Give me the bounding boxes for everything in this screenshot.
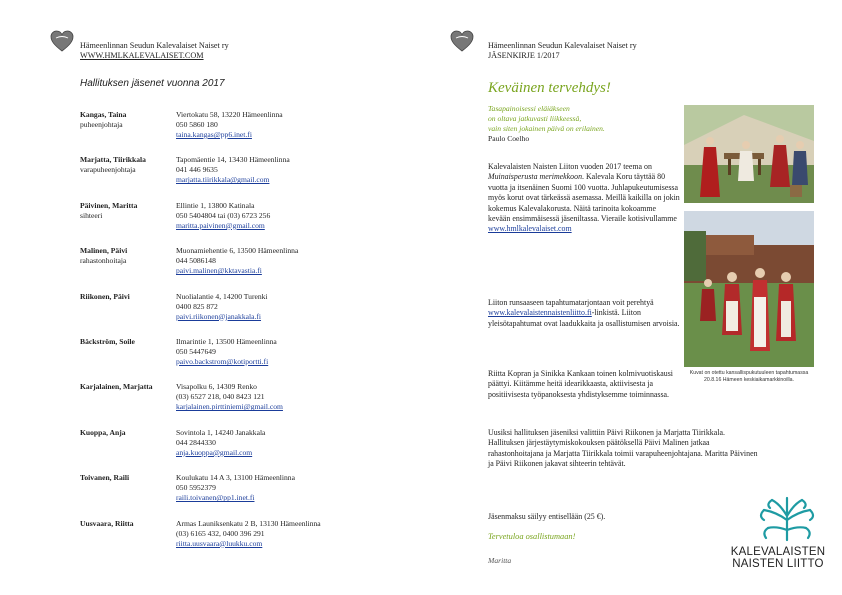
member-name: Marjatta, Tiirikkala [80,155,146,165]
member-email-link[interactable]: raili.toivanen@pp1.inet.fi [176,493,255,503]
member-email-link[interactable]: paivo.backstrom@kotiportti.fi [176,357,269,366]
logo-line: KALEVALAISTEN [730,546,826,558]
paragraph-thanks: Riitta Kopran ja Sinikka Kankaan toinen kolmivuotiskausi päättyi. Kiitämme heitä idearikkaasta, aktiivisesta ja positiivisesta työpanoksesta yhdistyksemme toiminnassa. [488,369,673,399]
member-phone: (03) 6527 218, 040 8423 121 [176,392,265,402]
member-name: Kuoppa, Anja [80,427,126,437]
member-role: varapuheenjohtaja [80,165,136,175]
member-address: Sovintola 1, 14240 Janakkala [176,427,266,437]
member-address: Muonamiehentie 6, 13500 Hämeenlinna [176,246,299,256]
member-role: sihteeri [80,210,103,220]
heart-logo-icon [450,30,474,52]
newsletter-issue: JÄSENKIRJE 1/2017 [488,51,560,60]
member-phone: (03) 6165 432, 0400 396 291 [176,528,265,538]
member-name: Uusvaara, Riitta [80,518,134,528]
paragraph-fee: Jäsenmaksu säilyy entisellään (25 €). [488,512,606,521]
quote [488,104,605,144]
photo-costumed-women-tent [684,105,814,203]
member-role: puheenjohtaja [80,120,123,129]
member-name: Karjalainen, Marjatta [80,382,153,392]
member-address: Koulukatu 14 A 3, 13100 Hämeenlinna [176,473,295,483]
member-contact [176,292,268,322]
member-contact [176,382,283,412]
member-contact [176,519,321,549]
heart-logo-icon [50,30,74,52]
member-phone: 044 5086148 [176,256,216,266]
member-address: Ilmarintie 1, 13500 Hämeenlinna [176,337,277,346]
member-email-link[interactable]: paivi.malinen@kktavastia.fi [176,266,262,276]
member-contact [176,246,298,276]
liitto-link[interactable]: www.kalevalaistennaistenliitto.fi [488,308,592,318]
member-phone: 044 2844330 [176,437,216,447]
member-name: Riikonen, Päivi [80,291,130,301]
member-address: Viertokatu 58, 13220 Hämeenlinna [176,110,283,119]
member-address: Tapomäentie 14, 13430 Hämeenlinna [176,155,290,165]
website-link[interactable]: WWW.HMLKALEVALAISET.COM [80,51,204,60]
quote-line: on oltava jatkuvasti liikkeessä, [488,114,582,123]
member-phone: 050 5952379 [176,483,216,493]
quote-author: Paulo Coelho [488,134,530,143]
logo-line: NAISTEN LIITTO [732,558,824,570]
member-email-link[interactable]: karjalainen.pirttiniemi@gmail.com [176,402,283,412]
member-email-link[interactable]: riitta.uusvaara@luukku.com [176,538,263,548]
member-name: Kangas, Taina [80,110,127,119]
member-email-link[interactable]: anja.kuoppa@gmail.com [176,447,253,457]
member-address: Nuolialantie 4, 14200 Turenki [176,291,268,301]
signature: Maritta [488,556,512,565]
member-email-link[interactable]: taina.kangas@pp6.inet.fi [176,130,252,139]
member-contact [176,428,265,458]
home-link[interactable]: www.hmlkalevalaiset.com [488,224,572,234]
member-name: Toivanen, Raili [80,473,130,483]
member-name: Päivinen, Maritta [80,200,138,210]
text: Kalevalaisten Naisten Liiton vuoden 2017 teema on [488,162,652,171]
member-address: Visapolku 6, 14309 Renko [176,382,257,392]
photo-caption: Kuvat on otettu kansallispukutuuleen tapahtumassa 20.8.16 Hämeen keskiaikamarkkinoilla. [689,370,809,383]
text: . Kalevala Koru täyttää 80 vuotta ja itsenäinen Suomi 100 vuotta. Juhlapukeutumisessa myös korut ovat tärkeässä asemassa. Meillä kaikilla on jokin kokemus Kalevalakorusta. Näitä tarinoita kokoamme kevään ensimmäisessä jäseniltassa. Vieraile kotisivullamme [488,172,680,224]
member-email-link[interactable]: maritta.paivinen@gmail.com [176,220,265,230]
text: Liiton runsaaseen tapahtumatarjontaan voit perehtyä [488,298,654,307]
photo-costumed-women-castle [684,211,814,367]
right-header [488,41,637,61]
paragraph-board: Uusiksi hallituksen jäseniksi valittiin Päivi Riikonen ja Marjatta Tiirikkala. Hallituksen järjestäytymiskokouksen päätöksellä Päivi Malinen jatkaa rahastonhoitajana ja Marjatta Tiirikkala toimii varapuheenjohtajana. Maritta Päivinen ja Päivi Riikonen jakavat sihteerin tehtävät. [488,428,758,469]
member-address: Ellintie 1, 13800 Katinala [176,200,255,210]
tree-logo-icon [750,496,824,542]
federation-logo-text [728,546,828,570]
member-role: rahastonhoitaja [80,256,127,266]
text: -linkistä. Liiton yleisötapahtumat ovat laadukkaita ja osallistumisen arvoisia. [488,308,680,328]
member-phone: 050 5860 180 [176,120,218,129]
quote-line: Tasapainoisessi eläiäkseen [488,104,570,113]
quote-line: vain siten jokainen päivä on erilainen. [488,124,605,133]
member-name: Malinen, Päivi [80,246,128,256]
member-contact [176,155,290,185]
member-email-link[interactable]: marjatta.tiirikkala@gmail.com [176,175,270,185]
section-title: Hallituksen jäsenet vuonna 2017 [80,78,225,89]
member-name: Bäckström, Soile [80,337,135,346]
member-contact [176,473,295,503]
greeting-title: Keväinen tervehdys! [488,80,611,96]
left-header [80,41,229,61]
closing-text: Tervetuloa osallistumaan! [488,532,576,541]
member-contact [176,337,277,367]
member-contact [176,201,270,231]
member-address: Armas Launiksenkatu 2 B, 13130 Hämeenlinna [176,518,321,528]
paragraph-theme [488,162,680,235]
member-phone: 041 446 9635 [176,165,218,175]
member-email-link[interactable]: paivi.riikonen@janakkala.fi [176,311,262,321]
member-phone: 050 5447649 [176,347,216,356]
member-phone: 050 5404804 tai (03) 6723 256 [176,210,271,220]
member-contact [176,110,283,140]
paragraph-events [488,298,680,329]
theme-text: Muinaisperusta merimekkoon [488,172,583,182]
org-name: Hämeenlinnan Seudun Kalevalaiset Naiset ry [488,41,637,50]
org-name: Hämeenlinnan Seudun Kalevalaiset Naiset ry [80,41,229,50]
member-phone: 0400 825 872 [176,301,218,311]
